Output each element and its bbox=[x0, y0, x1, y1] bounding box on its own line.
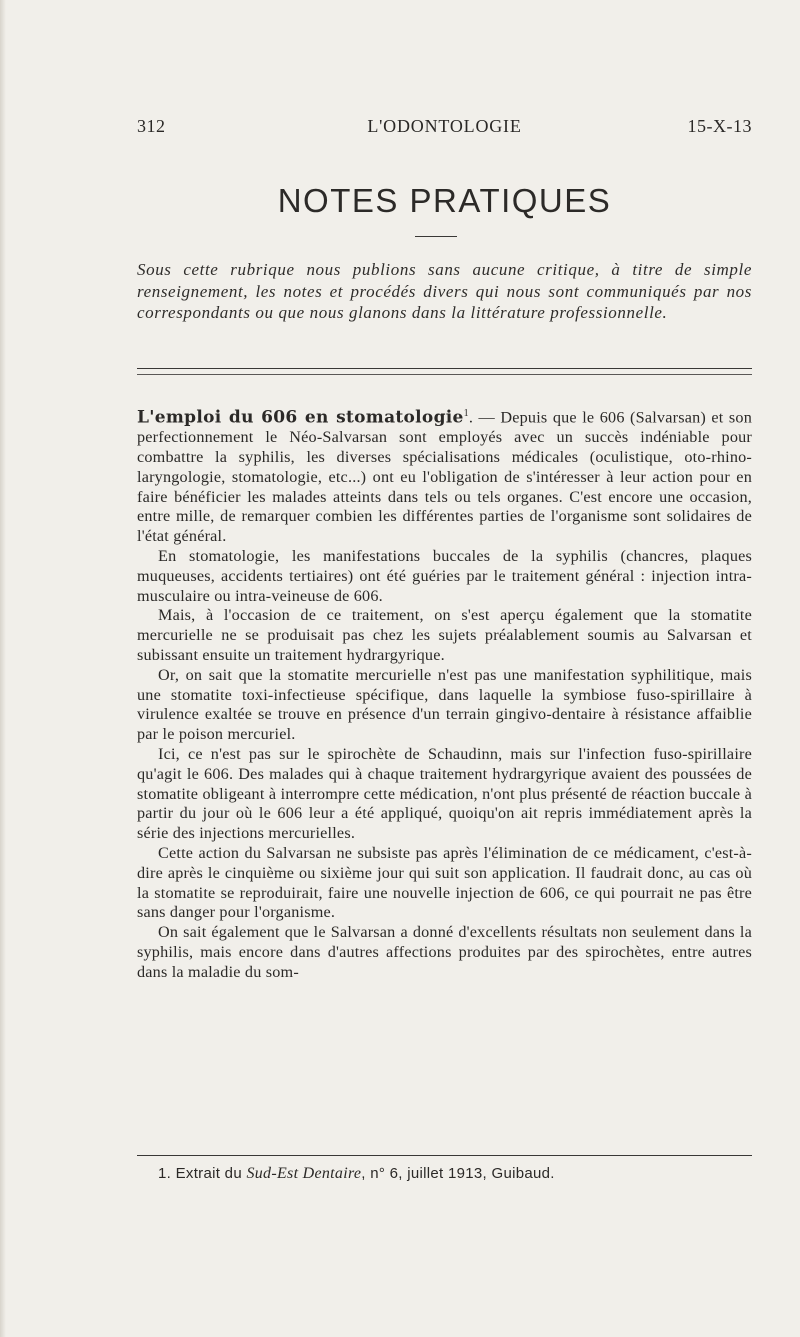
article-paragraph: En stomatologie, les manifestations buccales de la syphilis (chancres, plaques muqueuses, accidents tertiaires) ont été guéries par le traitement général : injection intra-musculaire ou intra-veineuse de 606. bbox=[137, 546, 752, 605]
section-intro: Sous cette rubrique nous publions sans aucune critique, à titre de simple renseignement, les notes et procédés divers qui nous sont communiqués par nos correspondants ou que nous glanons dans la littérature professionnelle. bbox=[137, 260, 752, 322]
article-first-text: Depuis que le 606 (Salvarsan) et son perfectionnement le Néo-Salvarsan sont employés avec un succès indéniable pour combattre la syphilis, les diverses spécialisations médicales (oculistique, oto-rhino-laryngologie, stomatologie, etc...) ont eu l'obligation de s'intéresser à leur action pour en faire bénéficier les malades atteints dans tels ou tels organes. C'est encore une occasion, entre mille, de remarquer combien les différentes parties de l'organisme sont solidaires de l'état général. bbox=[137, 408, 752, 546]
footnote-rule bbox=[137, 1155, 752, 1156]
article-body bbox=[137, 404, 752, 983]
issue-date: 15-X-13 bbox=[687, 116, 752, 136]
article-paragraph: Cette action du Salvarsan ne subsiste pas après l'élimination de ce médicament, c'est-à-dire après le cinquième ou sixième jour qui suit son application. Il faudrait donc, au cas où la stomatite se reproduirait, faire une nouvelle injection de 606, ce qui pourrait ne pas être sans danger pour l'organisme. bbox=[137, 843, 752, 922]
title-rule bbox=[415, 236, 457, 237]
footnote-source: Sud-Est Dentaire bbox=[246, 1165, 362, 1182]
page-edge-shadow bbox=[0, 0, 6, 1337]
footnote-number: 1. bbox=[158, 1165, 172, 1182]
article-paragraph: Mais, à l'occasion de ce traitement, on s'est aperçu également que la stomatite mercurielle ne se produisait pas chez les sujets préalablement soumis au Salvarsan et subissant ensuite un traitement hydrargyrique. bbox=[137, 606, 752, 664]
article-paragraph: On sait également que le Salvarsan a donné d'excellents résultats non seulement dans la syphilis, mais encore dans d'autres affections produites par des spirochètes, entre autres dans la maladie du som- bbox=[137, 923, 752, 981]
section-divider bbox=[137, 368, 752, 375]
footnote-text-before: Extrait du bbox=[175, 1165, 242, 1182]
article-first-paragraph bbox=[137, 404, 752, 547]
article-title: L'emploi du 606 en stomatologie bbox=[137, 407, 464, 428]
footnote bbox=[158, 1164, 752, 1183]
page-number: 312 bbox=[137, 116, 166, 136]
journal-title: L'ODONTOLOGIE bbox=[367, 116, 522, 136]
article-paragraph: Ici, ce n'est pas sur le spirochète de Schaudinn, mais sur l'infection fuso-spirillaire qu'agit le 606. Des malades qui à chaque traitement hydrargyrique avaient des poussées de stomatite obligeant à interrompre cette médication, n'ont plus présenté de réaction buccale à partir du jour où le 606 leur a été appliqué, quoiqu'on ait repris immédiatement après la série des injections mercurielles. bbox=[137, 744, 752, 843]
article-title-dash: . — bbox=[468, 408, 501, 427]
footnote-marker: 1 bbox=[463, 408, 469, 419]
running-head bbox=[137, 116, 752, 142]
section-title: NOTES PRATIQUES bbox=[277, 182, 612, 219]
article-paragraph: Or, on sait que la stomatite mercurielle n'est pas une manifestation syphilitique, mais une stomatite toxi-infectieuse spécifique, dans laquelle la symbiose fuso-spirillaire à virulence exaltée se trouve en présence d'un terrain gingivo-dentaire à résistance affaiblie par le poison mercuriel. bbox=[137, 665, 752, 744]
footnote-text-after: , n° 6, juillet 1913, Guibaud. bbox=[361, 1165, 555, 1182]
